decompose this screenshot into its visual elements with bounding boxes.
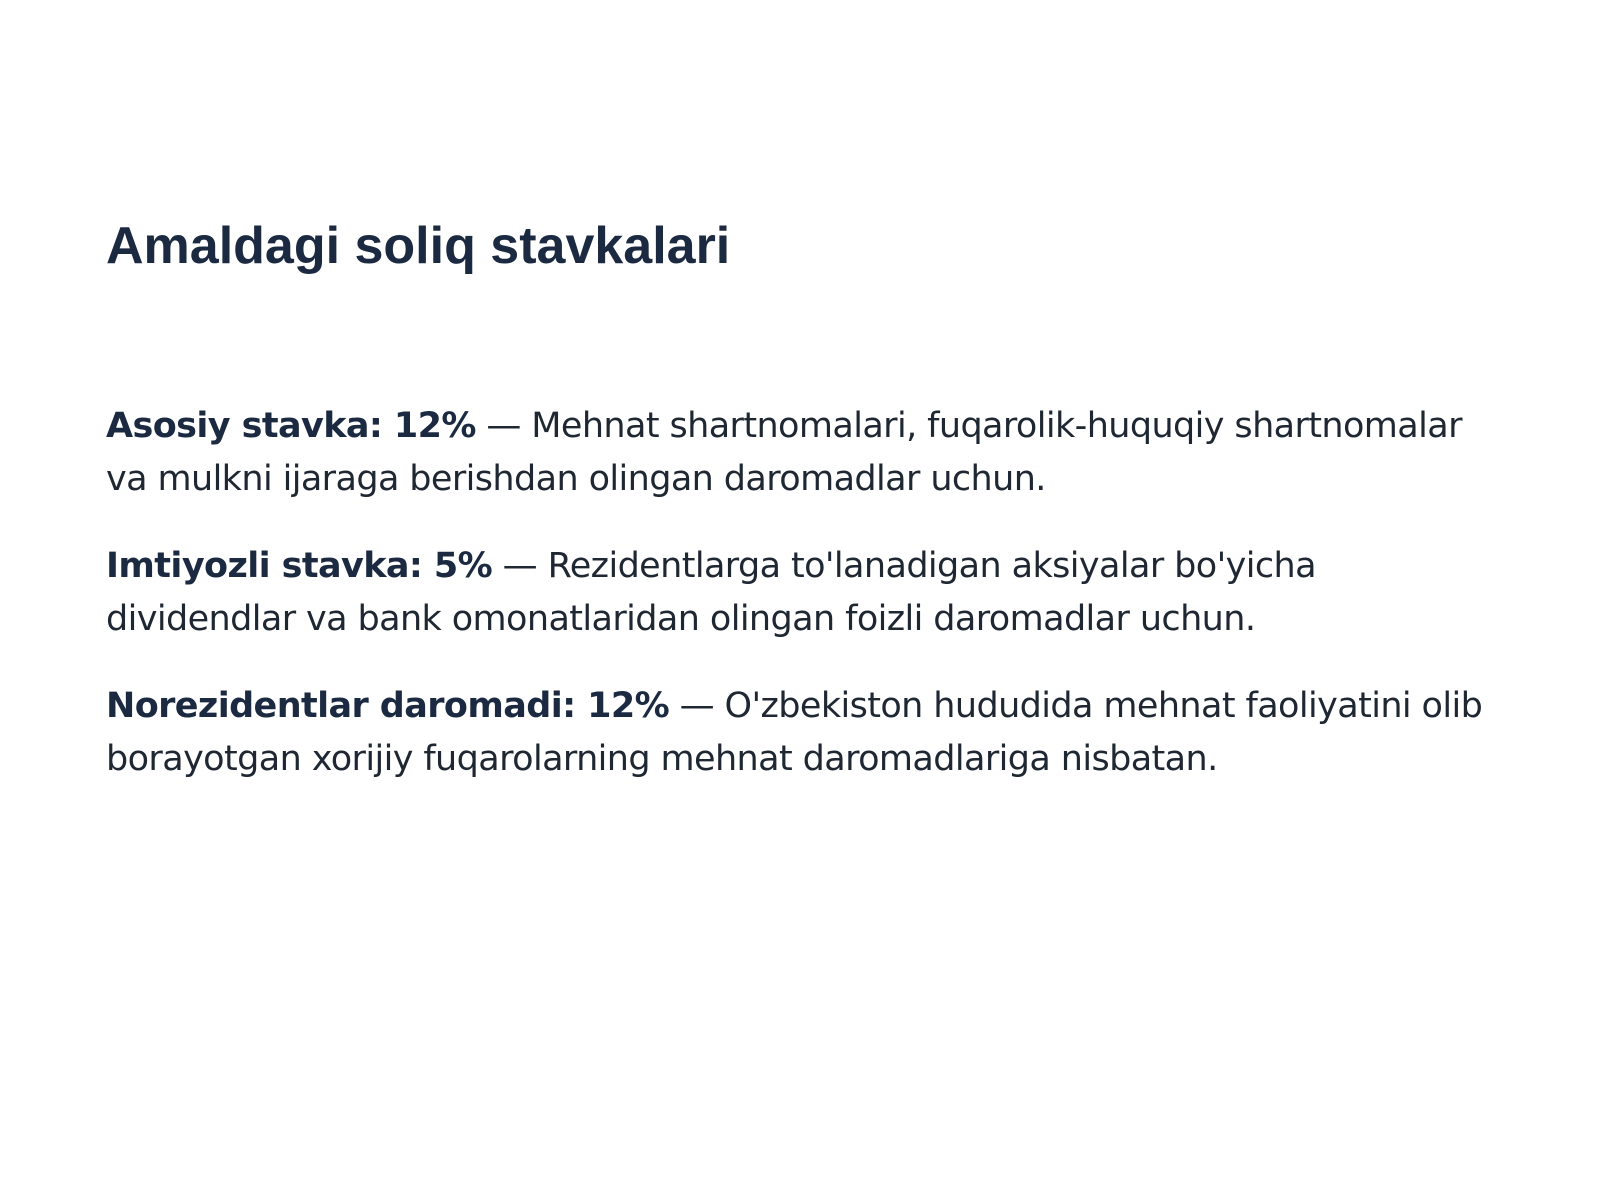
slide-title: Amaldagi soliq stavkalari: [106, 217, 731, 275]
rate-item-nonresident: [106, 680, 1506, 786]
rate-label: Norezidentlar daromadi: 12%: [106, 686, 670, 726]
rates-list: [106, 400, 1506, 820]
rate-description: — O'zbekiston hududida mehnat faoliyatini olib borayotgan xorijiy fuqarolarning mehnat daromadlariga nisbatan.: [106, 686, 1483, 779]
rate-description: — Rezidentlarga to'lanadigan aksiyalar bo'yicha dividendlar va bank omonatlaridan olingan foizli daromadlar uchun.: [106, 546, 1316, 639]
rate-label: Imtiyozli stavka: 5%: [106, 546, 493, 586]
rate-item-main: [106, 400, 1506, 506]
rate-item-preferential: [106, 540, 1506, 646]
rate-description: — Mehnat shartnomalari, fuqarolik-huquqiy shartnomalar va mulkni ijaraga berishdan olingan daromadlar uchun.: [106, 406, 1462, 499]
rate-label: Asosiy stavka: 12%: [106, 406, 476, 446]
